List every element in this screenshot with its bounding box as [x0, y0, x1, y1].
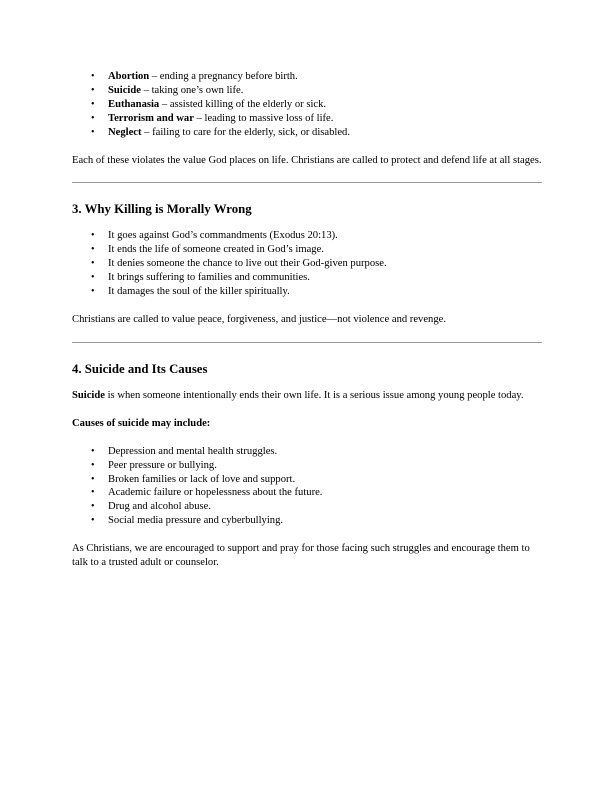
list-item: • It goes against God’s commandments (Exodus 20:13).: [108, 229, 542, 243]
list-item-desc: – ending a pregnancy before birth.: [149, 71, 298, 82]
list-item: [108, 98, 542, 112]
why-killing-wrong-section: [72, 201, 542, 326]
list-item: [108, 112, 542, 126]
suicide-term: Suicide: [72, 389, 105, 401]
section-divider: [72, 182, 542, 183]
list-item-desc: – assisted killing of the elderly or sick.: [159, 98, 327, 110]
list-item: • Social media pressure and cyberbullying.: [108, 514, 542, 528]
list-item: [108, 70, 542, 84]
list-item: • It ends the life of someone created in God’s image.: [108, 243, 542, 257]
section-heading: 4. Suicide and Its Causes: [72, 361, 208, 376]
section-divider: [72, 342, 542, 343]
list-item: • It damages the soul of the killer spiritually.: [108, 285, 542, 299]
list-item-desc: – failing to care for the elderly, sick, or disabled.: [141, 126, 350, 138]
list-item: • It brings suffering to families and communities.: [108, 271, 542, 285]
causes-list: [72, 445, 542, 528]
section-3-paragraph: As Christians, we are encouraged to support and pray for those facing such struggles and encourage them to talk to a trusted adult or counselor.: [72, 543, 530, 569]
document-content: [72, 70, 542, 570]
list-item-desc: – leading to massive loss of life.: [193, 112, 334, 124]
section-2-paragraph: Christians are called to value peace, forgiveness, and justice—not violence and revenge.: [72, 313, 446, 325]
list-item: • Peer pressure or bullying.: [108, 459, 542, 473]
list-item: • Academic failure or hopelessness about the future.: [108, 486, 542, 500]
suicide-definition-text: is when someone intentionally ends their own life. It is a serious issue among young people today.: [104, 389, 524, 401]
list-item-term: Suicide: [108, 84, 141, 96]
list-item: • Drug and alcohol abuse.: [108, 500, 542, 514]
list-item: • It denies someone the chance to live out their God-given purpose.: [108, 257, 542, 271]
reasons-list: [72, 229, 542, 299]
list-item-term: Neglect: [108, 126, 142, 138]
list-item: [108, 126, 542, 140]
list-item: [108, 84, 542, 98]
causes-heading: Causes of suicide may include:: [72, 417, 211, 429]
section-heading: 3. Why Killing is Morally Wrong: [72, 202, 252, 217]
list-item-term: Euthanasia: [108, 98, 160, 110]
threats-list: [72, 70, 542, 140]
list-item-desc: – taking one’s own life.: [140, 84, 244, 96]
list-item-term: Terrorism and war: [108, 112, 194, 124]
section-1-paragraph: Each of these violates the value God places on life. Christians are called to protect and defend life at all stages.: [72, 154, 542, 166]
suicide-definition: [72, 389, 542, 403]
list-item: • Broken families or lack of love and support.: [108, 473, 542, 487]
threats-to-life-section: [72, 70, 542, 167]
list-item: • Depression and mental health struggles.: [108, 445, 542, 459]
suicide-causes-section: [72, 361, 542, 570]
list-item-term: Abortion: [108, 71, 150, 82]
